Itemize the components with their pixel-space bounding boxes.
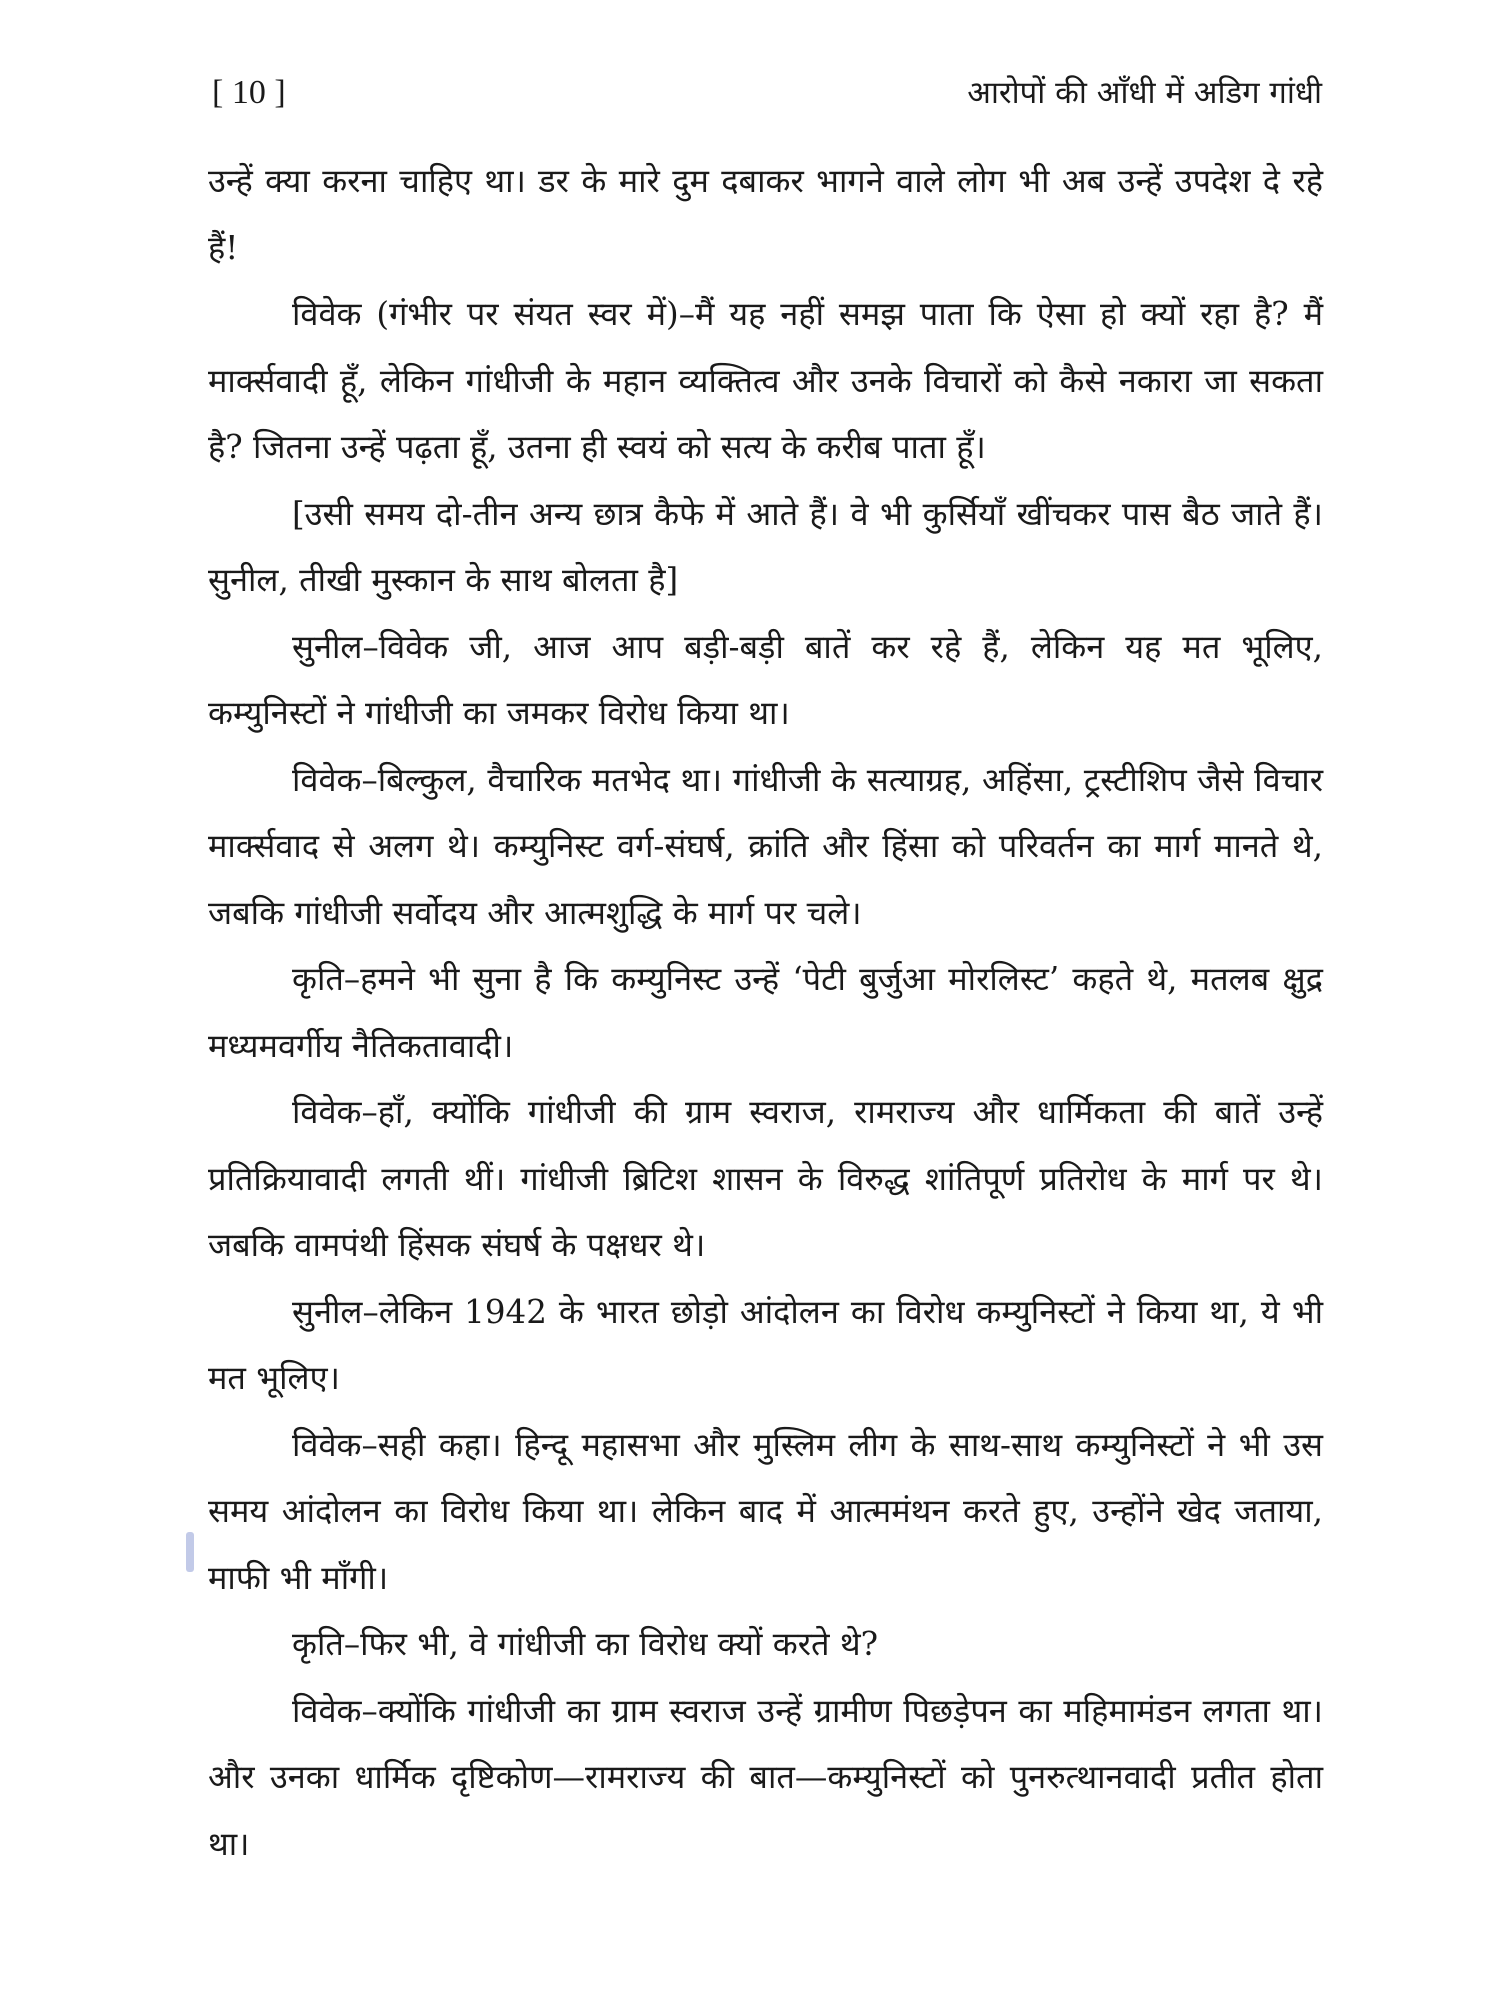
stage-direction: [उसी समय दो-तीन अन्य छात्र कैफे में आते हैं। वे भी कुर्सियाँ खींचकर पास बैठ जाते हैं। सुनील, तीखी मुस्कान के साथ बोलता है] — [208, 494, 1323, 599]
paragraph-4: सुनील–विवेक जी, आज आप बड़ी-बड़ी बातें कर रहे हैं, लेकिन यह मत भूलिए, कम्युनिस्टों ने गांधीजी का जमकर विरोध किया था। — [208, 627, 1323, 732]
paragraph-7: विवेक–हाँ, क्योंकि गांधीजी की ग्राम स्वराज, रामराज्य और धार्मिकता की बातें उन्हें प्रतिक्रियावादी लगती थीं। गांधीजी ब्रिटिश शासन के विरुद्ध शांतिपूर्ण प्रतिरोध के मार्ग पर थे। जबकि वामपंथी हिंसक संघर्ष के पक्षधर थे। — [208, 1093, 1323, 1264]
page-header — [212, 68, 1322, 118]
running-title: आरोपों की आँधी में अडिग गांधी — [967, 75, 1322, 111]
margin-ink-mark — [186, 1532, 194, 1572]
paragraph-5: विवेक–बिल्कुल, वैचारिक मतभेद था। गांधीजी के सत्याग्रह, अहिंसा, ट्रस्टीशिप जैसे विचार मार्क्सवाद से अलग थे। कम्युनिस्ट वर्ग-संघर्ष, क्रांति और हिंसा को परिवर्तन का मार्ग मानते थे, जबकि गांधीजी सर्वोदय और आत्मशुद्धि के मार्ग पर चले। — [208, 760, 1323, 932]
page-body — [208, 148, 1323, 1978]
paragraph-2: विवेक (गंभीर पर संयत स्वर में)–मैं यह नहीं समझ पाता कि ऐसा हो क्यों रहा है? मैं मार्क्सवादी हूँ, लेकिन गांधीजी के महान व्यक्तित्व और उनके विचारों को कैसे नकारा जा सकता है? जितना उन्हें पढ़ता हूँ, उतना ही स्वयं को सत्य के करीब पाता हूँ। — [208, 295, 1323, 466]
paragraph-11: विवेक–क्योंकि गांधीजी का ग्राम स्वराज उन्हें ग्रामीण पिछड़ेपन का महिमामंडन लगता था। और उनका धार्मिक दृष्टिकोण—रामराज्य की बात—कम्युनिस्टों को पुनरुत्थानवादी प्रतीत होता था। — [208, 1691, 1323, 1863]
paragraph-8: सुनील–लेकिन 1942 के भारत छोड़ो आंदोलन का विरोध कम्युनिस्टों ने किया था, ये भी मत भूलिए। — [208, 1292, 1323, 1397]
paragraph-9: विवेक–सही कहा। हिन्दू महासभा और मुस्लिम लीग के साथ-साथ कम्युनिस्टों ने भी उस समय आंदोलन का विरोध किया था। लेकिन बाद में आत्ममंथन करते हुए, उन्होंने खेद जताया, माफी भी माँगी। — [208, 1425, 1323, 1597]
page-number: [ 10 ] — [212, 74, 286, 111]
paragraph-1: उन्हें क्या करना चाहिए था। डर के मारे दुम दबाकर भागने वाले लोग भी अब उन्हें उपदेश दे रहे हैं! — [208, 162, 1323, 267]
paragraph-6: कृति–हमने भी सुना है कि कम्युनिस्ट उन्हें ‘पेटी बुर्जुआ मोरलिस्ट’ कहते थे, मतलब क्षुद्र मध्यमवर्गीय नैतिकतावादी। — [208, 960, 1323, 1065]
paragraph-10: कृति–फिर भी, वे गांधीजी का विरोध क्यों करते थे? — [292, 1625, 879, 1663]
